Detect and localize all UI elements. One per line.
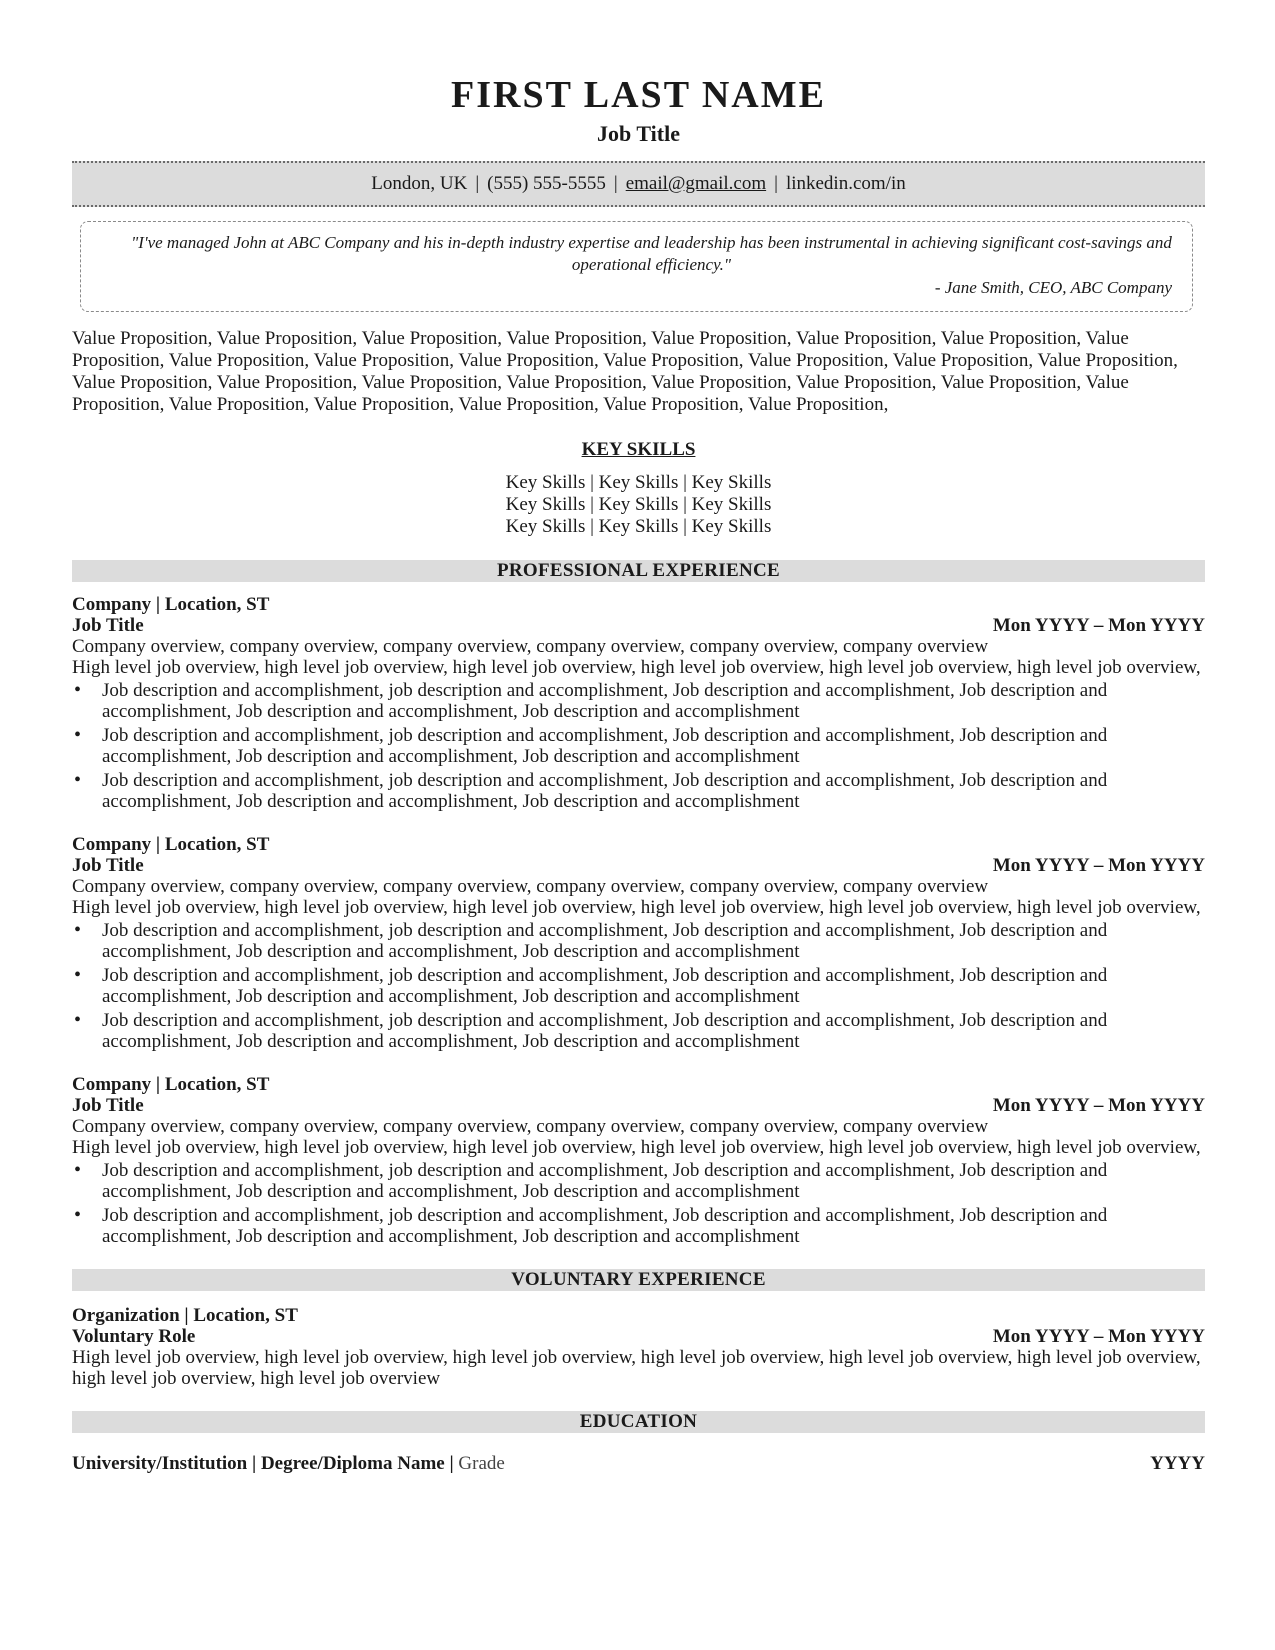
job-bullet: • Job description and accomplishment, job description and accomplishment, Job description and accomplishment, Job description and accomplishment, Job description and accomplishment, Job description and accomplishment (72, 1160, 1205, 1202)
voluntary-organization: Organization | Location, ST (72, 1305, 298, 1326)
voluntary-experience-heading: VOLUNTARY EXPERIENCE (72, 1269, 1205, 1291)
voluntary-overview: High level job overview, high level job overview, high level job overview, high level job overview, high level job overview, high level job overview, high level job overview, high level job overview (72, 1347, 1201, 1389)
voluntary-role-row (72, 1326, 1205, 1347)
job-title-row (72, 615, 1205, 636)
key-skills-heading: KEY SKILLS (581, 439, 696, 460)
candidate-name: FIRST LAST NAME (451, 74, 826, 116)
contact-separator: | (774, 173, 778, 194)
professional-experience-heading: PROFESSIONAL EXPERIENCE (72, 560, 1205, 582)
contact-bar (72, 161, 1205, 207)
job-bullet: • Job description and accomplishment, job description and accomplishment, Job description and accomplishment, Job description and accomplishment, Job description and accomplishment, Job description and accomplishment (72, 920, 1205, 962)
contact-separator: | (613, 173, 618, 194)
job-title: Job Title (72, 615, 144, 636)
education-details (72, 1453, 505, 1475)
job-overview: High level job overview, high level job overview, high level job overview, high level job overview, high level job overview, high level job overview, (72, 657, 1201, 678)
key-skills-row: Key Skills | Key Skills | Key Skills (505, 516, 772, 537)
job-overview: High level job overview, high level job overview, high level job overview, high level job overview, high level job overview, high level job overview, (72, 897, 1201, 918)
job-bullets (72, 920, 1205, 1052)
education-institution: University/Institution (72, 1453, 248, 1474)
job-company: Company | Location, ST (72, 1074, 270, 1095)
job-entry (72, 594, 1205, 812)
job-bullet: • Job description and accomplishment, job description and accomplishment, Job description and accomplishment, Job description and accomplishment, Job description and accomplishment, Job description and accomplishment (72, 1010, 1205, 1052)
job-title: Job Title (72, 1095, 144, 1116)
job-company: Company | Location, ST (72, 594, 270, 615)
job-bullets (72, 680, 1205, 812)
job-dates: Mon YYYY – Mon YYYY (992, 855, 1205, 876)
job-overview: High level job overview, high level job overview, high level job overview, high level job overview, high level job overview, high level job overview, (72, 1137, 1201, 1158)
contact-phone: (555) 555-5555 (487, 173, 606, 194)
job-bullet: • Job description and accomplishment, job description and accomplishment, Job description and accomplishment, Job description and accomplishment, Job description and accomplishment, Job description and accomplishment (72, 725, 1205, 767)
voluntary-role: Voluntary Role (72, 1326, 196, 1347)
company-overview: Company overview, company overview, company overview, company overview, company overview, company overview (72, 876, 989, 897)
education-separator: | (252, 1453, 257, 1474)
job-bullets (72, 1160, 1205, 1247)
job-title: Job Title (72, 855, 144, 876)
key-skills-row: Key Skills | Key Skills | Key Skills (505, 472, 772, 493)
candidate-job-title: Job Title (597, 121, 680, 146)
job-entry (72, 834, 1205, 1052)
testimonial-text: "I've managed John at ABC Company and his in-depth industry expertise and leadership has been instrumental in achieving significant cost-savings and operational efficiency." (131, 233, 1172, 274)
job-dates: Mon YYYY – Mon YYYY (992, 615, 1205, 636)
voluntary-dates: Mon YYYY – Mon YYYY (992, 1326, 1205, 1347)
education-heading: EDUCATION (72, 1411, 1205, 1433)
job-title-row (72, 1095, 1205, 1116)
company-overview: Company overview, company overview, company overview, company overview, company overview, company overview (72, 636, 989, 657)
job-bullet: • Job description and accomplishment, job description and accomplishment, Job description and accomplishment, Job description and accomplishment, Job description and accomplishment, Job description and accomplishment (72, 965, 1205, 1007)
job-dates: Mon YYYY – Mon YYYY (992, 1095, 1205, 1116)
education-degree: Degree/Diploma Name (260, 1453, 445, 1474)
job-title-row (72, 855, 1205, 876)
key-skills-list (72, 472, 1205, 538)
job-company: Company | Location, ST (72, 834, 270, 855)
job-bullet: • Job description and accomplishment, job description and accomplishment, Job description and accomplishment, Job description and accomplishment, Job description and accomplishment, Job description and accomplishment (72, 770, 1205, 812)
contact-linkedin: linkedin.com/in (785, 173, 906, 194)
voluntary-entry (72, 1305, 1205, 1389)
contact-separator: | (475, 173, 480, 194)
job-entry (72, 1074, 1205, 1247)
testimonial-box (80, 221, 1193, 312)
education-separator: | (449, 1453, 454, 1474)
education-grade: Grade (458, 1453, 505, 1474)
contact-email-link[interactable]: email@gmail.com (625, 173, 767, 194)
value-proposition: Value Proposition, Value Proposition, Value Proposition, Value Proposition, Value Proposition, Value Proposition, Value Proposition, Value Proposition, Value Proposition, Value Proposition, Value Proposition, Value Proposition, Value Proposition, Value Proposition, Value Proposition, Value Proposition, Value Proposition, Value Proposition, Value Proposition, Value Proposition, Value Proposition, Value Proposition, Value Proposition, Value Proposition, Value Proposition, Value Proposition, Value Proposition, Value Proposition, (72, 328, 1178, 415)
resume-sheet (72, 70, 1205, 1475)
contact-location: London, UK (371, 173, 468, 194)
education-year: YYYY (1150, 1453, 1205, 1474)
key-skills-row: Key Skills | Key Skills | Key Skills (505, 494, 772, 515)
education-entry (72, 1453, 1205, 1475)
company-overview: Company overview, company overview, company overview, company overview, company overview, company overview (72, 1116, 989, 1137)
testimonial-author: - Jane Smith, CEO, ABC Company (934, 278, 1172, 297)
job-bullet: • Job description and accomplishment, job description and accomplishment, Job description and accomplishment, Job description and accomplishment, Job description and accomplishment, Job description and accomplishment (72, 680, 1205, 722)
job-bullet: • Job description and accomplishment, job description and accomplishment, Job description and accomplishment, Job description and accomplishment, Job description and accomplishment, Job description and accomplishment (72, 1205, 1205, 1247)
